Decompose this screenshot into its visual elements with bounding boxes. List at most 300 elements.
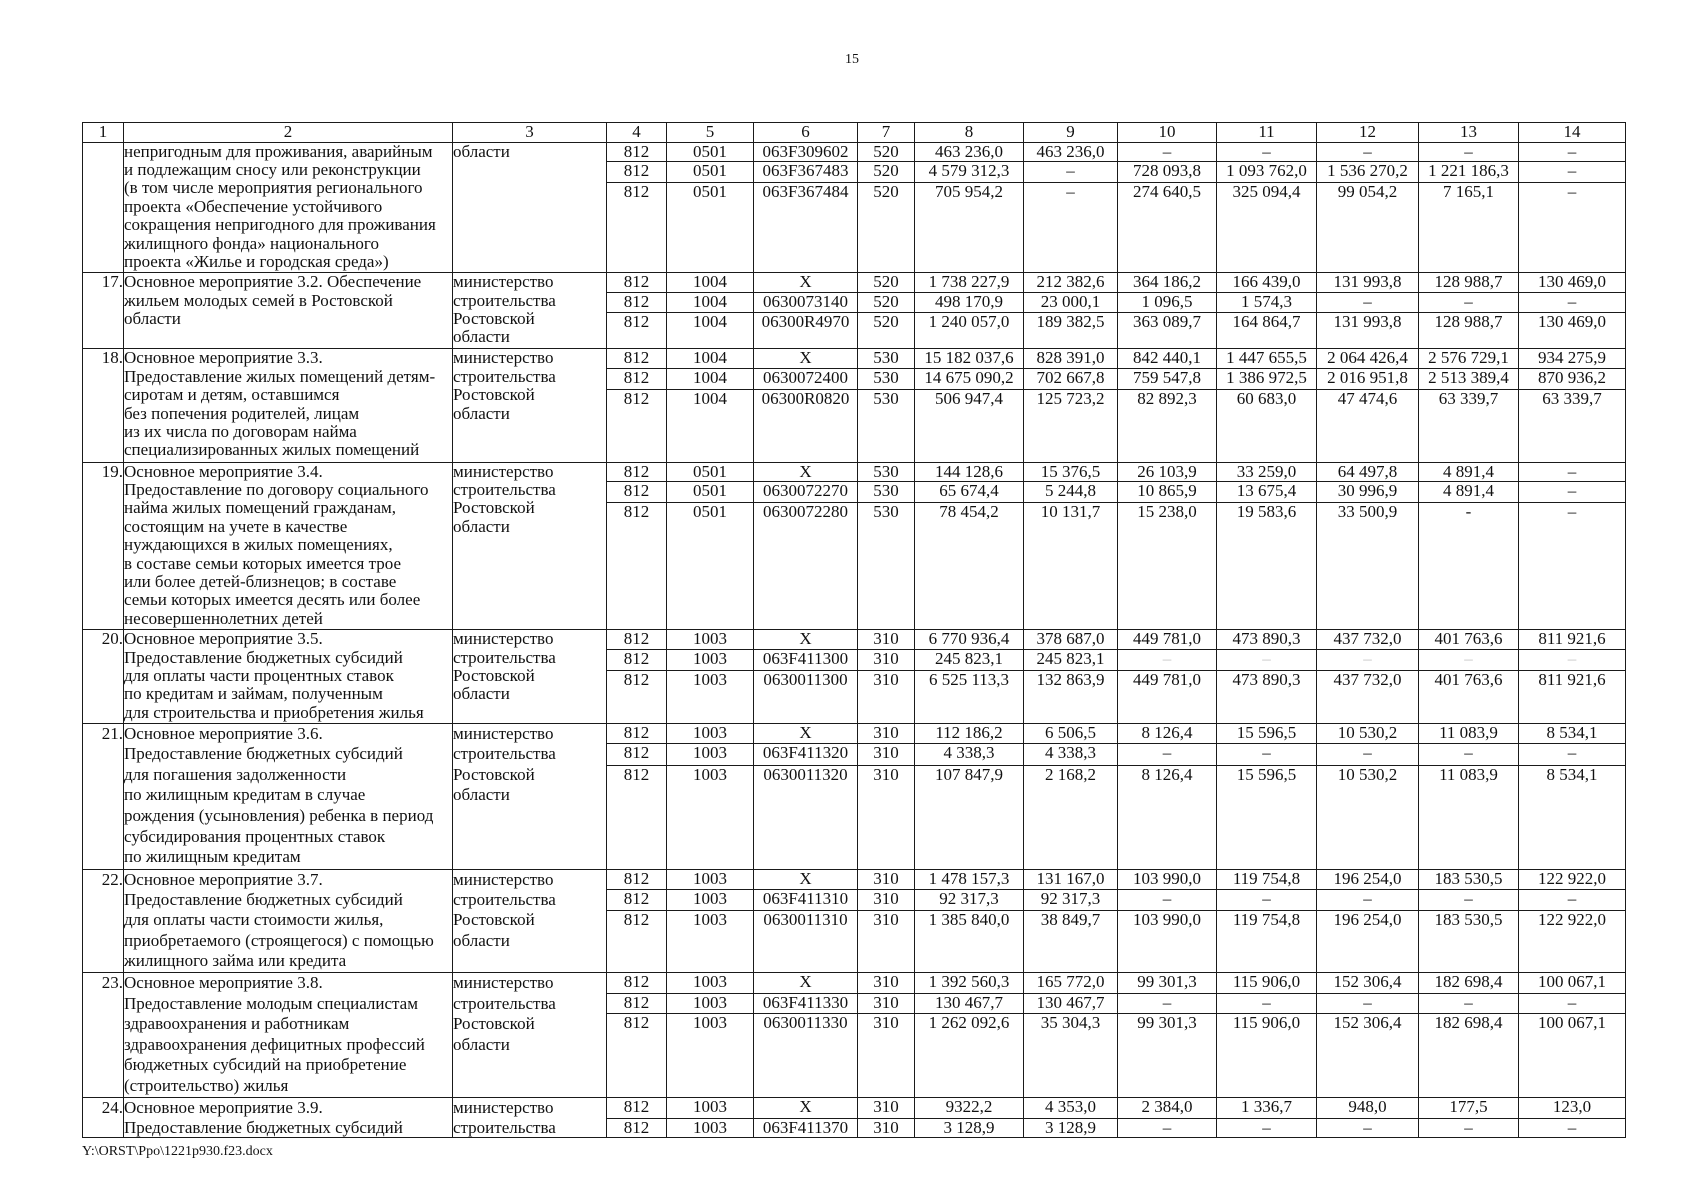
- value-cell-col5: 0501: [667, 502, 754, 629]
- value-cell-col11: 15 596,5: [1217, 766, 1317, 869]
- item-number: 20.: [101, 629, 123, 649]
- executor-line: министерство: [453, 723, 554, 743]
- value-cell-col12: 2 016 951,8: [1317, 368, 1419, 389]
- event-name-line: непригодным для проживания, аварийным: [124, 142, 433, 161]
- value-cell-col4: 812: [607, 910, 667, 972]
- value-cell-col14: 130 469,0: [1519, 273, 1626, 293]
- value-cell-col11: 1 386 972,5: [1217, 368, 1317, 389]
- value-cell-col7: 530: [858, 462, 915, 482]
- value-cell-col10: 274 640,5: [1118, 182, 1217, 272]
- value-cell-col13: –: [1419, 890, 1519, 911]
- executor-line: министерство: [453, 349, 554, 368]
- value-cell-col14: 870 936,2: [1519, 368, 1626, 389]
- item-number: 23.: [101, 972, 123, 992]
- value-cell-col6: 063F367484: [754, 182, 858, 272]
- value-cell-col5: 1003: [667, 972, 754, 993]
- value-cell-col7: 520: [858, 162, 915, 183]
- value-cell-col7: 530: [858, 349, 915, 369]
- value-cell-col5: 1003: [667, 910, 754, 972]
- executor-cell: [453, 142, 607, 273]
- table-body: [83, 142, 1626, 1138]
- event-name-line: в составе семьи которых имеется трое: [124, 554, 401, 573]
- column-number-header: 5: [667, 123, 754, 143]
- column-number-header: 8: [915, 123, 1024, 143]
- item-number-cell: [83, 273, 124, 349]
- event-name-line: специализированных жилых помещений: [124, 441, 420, 460]
- executor-line: строительства: [453, 291, 556, 310]
- value-cell-col8: 463 236,0: [915, 142, 1024, 162]
- table-row: [83, 462, 1626, 482]
- value-cell-col9: 378 687,0: [1024, 630, 1118, 650]
- event-name-cell: [124, 349, 453, 462]
- value-cell-col8: 1 240 057,0: [915, 313, 1024, 349]
- value-cell-col14: 130 469,0: [1519, 313, 1626, 349]
- event-name-line: Предоставление жилых помещений детям-: [124, 367, 436, 386]
- value-cell-col7: 520: [858, 273, 915, 293]
- item-number: 21.: [101, 723, 123, 743]
- value-cell-col4: 812: [607, 744, 667, 766]
- value-cell-col4: 812: [607, 273, 667, 293]
- value-cell-col10: –: [1118, 142, 1217, 162]
- value-cell-col13: 183 530,5: [1419, 869, 1519, 890]
- value-cell-col4: 812: [607, 1014, 667, 1098]
- value-cell-col13: 177,5: [1419, 1098, 1519, 1119]
- column-number-header: 9: [1024, 123, 1118, 143]
- event-name-line: для оплаты части процентных ставок: [124, 666, 394, 685]
- value-cell-col4: 812: [607, 1098, 667, 1119]
- value-cell-col6: Х: [754, 869, 858, 890]
- value-cell-col9: 245 823,1: [1024, 649, 1118, 671]
- table-row: [83, 723, 1626, 744]
- value-cell-col4: 812: [607, 993, 667, 1014]
- event-name-line: нуждающихся в жилых помещениях,: [124, 536, 393, 555]
- event-name-line: без попечения родителей, лицам: [124, 404, 360, 423]
- value-cell-col5: 1003: [667, 1014, 754, 1098]
- value-cell-col11: 164 864,7: [1217, 313, 1317, 349]
- event-name-line: Основное мероприятие 3.7.: [124, 869, 323, 889]
- value-cell-col9: –: [1024, 162, 1118, 183]
- event-name-line: субсидирования процентных ставок: [124, 826, 386, 846]
- value-cell-col6: 063F411330: [754, 993, 858, 1014]
- executor-line: министерство: [453, 273, 554, 292]
- value-cell-col6: Х: [754, 630, 858, 650]
- value-cell-col12: –: [1317, 1118, 1419, 1138]
- executor-line: Ростовской: [453, 499, 535, 518]
- value-cell-col14: 8 534,1: [1519, 766, 1626, 869]
- value-cell-col7: 310: [858, 972, 915, 993]
- value-cell-col11: 1 336,7: [1217, 1098, 1317, 1119]
- value-cell-col13: 401 763,6: [1419, 671, 1519, 723]
- value-cell-col5: 1003: [667, 1098, 754, 1119]
- value-cell-col10: 82 892,3: [1118, 389, 1217, 462]
- table-row: [83, 142, 1626, 162]
- executor-line: области: [453, 517, 510, 536]
- column-number-header: 6: [754, 123, 858, 143]
- value-cell-col13: –: [1419, 993, 1519, 1014]
- item-number: 19.: [101, 462, 123, 481]
- value-cell-col11: 1 447 655,5: [1217, 349, 1317, 369]
- event-name-line: из их числа по договорам найма: [124, 422, 357, 441]
- value-cell-col8: 1 385 840,0: [915, 910, 1024, 972]
- executor-line: строительства: [453, 648, 556, 667]
- value-cell-col4: 812: [607, 389, 667, 462]
- value-cell-col5: 1003: [667, 723, 754, 744]
- event-name-line: проекта «Обеспечение устойчивого: [124, 197, 383, 216]
- value-cell-col10: 728 093,8: [1118, 162, 1217, 183]
- executor-line: министерство: [453, 630, 554, 649]
- value-cell-col10: 363 089,7: [1118, 313, 1217, 349]
- value-cell-col9: 131 167,0: [1024, 869, 1118, 890]
- value-cell-col13: –: [1419, 142, 1519, 162]
- value-cell-col7: 310: [858, 1098, 915, 1119]
- value-cell-col8: 1 738 227,9: [915, 273, 1024, 293]
- executor-line: области: [453, 142, 510, 161]
- value-cell-col8: 9322,2: [915, 1098, 1024, 1119]
- table-row: [83, 869, 1626, 890]
- value-cell-col9: –: [1024, 182, 1118, 272]
- event-name-line: и подлежащим сносу или реконструкции: [124, 161, 421, 179]
- table-row: [83, 349, 1626, 369]
- event-name-line: Предоставление по договору социального: [124, 480, 429, 499]
- executor-line: области: [453, 785, 510, 805]
- event-name-cell: [124, 630, 453, 724]
- value-cell-col5: 1004: [667, 292, 754, 313]
- value-cell-col5: 1004: [667, 368, 754, 389]
- value-cell-col9: 702 667,8: [1024, 368, 1118, 389]
- value-cell-col10: 99 301,3: [1118, 972, 1217, 993]
- value-cell-col10: –: [1118, 890, 1217, 911]
- value-cell-col12: 196 254,0: [1317, 869, 1419, 890]
- event-name-cell: [124, 273, 453, 349]
- value-cell-col8: 92 317,3: [915, 890, 1024, 911]
- item-number-cell: [83, 723, 124, 869]
- value-cell-col11: 1 574,3: [1217, 292, 1317, 313]
- column-number-header: 11: [1217, 123, 1317, 143]
- executor-line: Ростовской: [453, 1014, 535, 1034]
- event-name-cell: [124, 972, 453, 1097]
- value-cell-col14: –: [1519, 182, 1626, 272]
- value-cell-col5: 0501: [667, 482, 754, 503]
- value-cell-col7: 310: [858, 671, 915, 723]
- value-cell-col9: 38 849,7: [1024, 910, 1118, 972]
- value-cell-col8: 1 392 560,3: [915, 972, 1024, 993]
- item-number-cell: [83, 349, 124, 462]
- value-cell-col11: 119 754,8: [1217, 910, 1317, 972]
- event-name-line: жилищного займа или кредита: [124, 951, 347, 971]
- value-cell-col4: 812: [607, 890, 667, 911]
- value-cell-col9: 5 244,8: [1024, 482, 1118, 503]
- value-cell-col10: 10 865,9: [1118, 482, 1217, 503]
- value-cell-col5: 1003: [667, 649, 754, 671]
- value-cell-col14: 934 275,9: [1519, 349, 1626, 369]
- value-cell-col12: 152 306,4: [1317, 1014, 1419, 1098]
- value-cell-col11: –: [1217, 1118, 1317, 1138]
- value-cell-col9: 130 467,7: [1024, 993, 1118, 1014]
- item-number-cell: [83, 630, 124, 724]
- value-cell-col7: 310: [858, 649, 915, 671]
- value-cell-col14: –: [1519, 1118, 1626, 1138]
- value-cell-col14: 100 067,1: [1519, 1014, 1626, 1098]
- value-cell-col7: 520: [858, 292, 915, 313]
- table-header: [83, 123, 1626, 143]
- value-cell-col12: –: [1317, 142, 1419, 162]
- value-cell-col14: 123,0: [1519, 1098, 1626, 1119]
- value-cell-col4: 812: [607, 630, 667, 650]
- value-cell-col12: 152 306,4: [1317, 972, 1419, 993]
- value-cell-col8: 705 954,2: [915, 182, 1024, 272]
- executor-line: области: [453, 930, 510, 950]
- value-cell-col5: 0501: [667, 162, 754, 183]
- value-cell-col12: 2 064 426,4: [1317, 349, 1419, 369]
- value-cell-col8: 130 467,7: [915, 993, 1024, 1014]
- executor-line: строительства: [453, 367, 556, 386]
- event-name-line: по жилищным кредитам в случае: [124, 785, 366, 805]
- value-cell-col6: 063F411370: [754, 1118, 858, 1138]
- value-cell-col6: 063F411310: [754, 890, 858, 911]
- value-cell-col7: 520: [858, 313, 915, 349]
- value-cell-col12: 131 993,8: [1317, 313, 1419, 349]
- value-cell-col14: –: [1519, 890, 1626, 911]
- value-cell-col12: 99 054,2: [1317, 182, 1419, 272]
- value-cell-col14: –: [1519, 162, 1626, 183]
- item-number-cell: [83, 142, 124, 273]
- executor-line: министерство: [453, 1098, 554, 1118]
- column-number-header: 3: [453, 123, 607, 143]
- event-name-line: Основное мероприятие 3.5.: [124, 630, 323, 649]
- event-name-line: Предоставление бюджетных субсидий: [124, 1117, 403, 1137]
- column-number-header: 7: [858, 123, 915, 143]
- value-cell-col10: 8 126,4: [1118, 766, 1217, 869]
- executor-line: строительства: [453, 1117, 556, 1137]
- value-cell-col14: 811 921,6: [1519, 630, 1626, 650]
- executor-line: области: [453, 328, 510, 347]
- value-cell-col14: –: [1519, 462, 1626, 482]
- value-cell-col10: 26 103,9: [1118, 462, 1217, 482]
- budget-table: [82, 122, 1626, 1138]
- value-cell-col9: 3 128,9: [1024, 1118, 1118, 1138]
- value-cell-col13: 128 988,7: [1419, 313, 1519, 349]
- event-name-cell: [124, 869, 453, 972]
- value-cell-col11: 166 439,0: [1217, 273, 1317, 293]
- event-name-cell: [124, 142, 453, 273]
- event-name-line: для оплаты части стоимости жилья,: [124, 910, 384, 930]
- event-name-line: Основное мероприятие 3.8.: [124, 972, 323, 992]
- value-cell-col10: 449 781,0: [1118, 671, 1217, 723]
- value-cell-col9: 10 131,7: [1024, 502, 1118, 629]
- value-cell-col13: 2 576 729,1: [1419, 349, 1519, 369]
- event-name-line: Предоставление бюджетных субсидий: [124, 648, 403, 667]
- value-cell-col6: 06300R4970: [754, 313, 858, 349]
- value-cell-col8: 1 478 157,3: [915, 869, 1024, 890]
- executor-cell: [453, 1098, 607, 1138]
- event-name-cell: [124, 723, 453, 869]
- value-cell-col8: 4 579 312,3: [915, 162, 1024, 183]
- event-name-line: Основное мероприятие 3.6.: [124, 723, 323, 743]
- event-name-line: здравоохранения и работникам: [124, 1014, 350, 1034]
- value-cell-col8: 65 674,4: [915, 482, 1024, 503]
- value-cell-col5: 1004: [667, 389, 754, 462]
- value-cell-col4: 812: [607, 162, 667, 183]
- value-cell-col14: 122 922,0: [1519, 869, 1626, 890]
- value-cell-col13: 63 339,7: [1419, 389, 1519, 462]
- table-row: [83, 273, 1626, 293]
- event-name-line: (строительство) жилья: [124, 1075, 289, 1095]
- value-cell-col5: 1003: [667, 869, 754, 890]
- value-cell-col9: 828 391,0: [1024, 349, 1118, 369]
- value-cell-col9: 4 353,0: [1024, 1098, 1118, 1119]
- value-cell-col9: 463 236,0: [1024, 142, 1118, 162]
- executor-line: области: [453, 685, 510, 704]
- value-cell-col8: 1 262 092,6: [915, 1014, 1024, 1098]
- item-number-cell: [83, 1098, 124, 1138]
- executor-line: Ростовской: [453, 764, 535, 784]
- executor-cell: [453, 462, 607, 630]
- executor-line: Ростовской: [453, 910, 535, 930]
- value-cell-col10: 449 781,0: [1118, 630, 1217, 650]
- item-number-cell: [83, 462, 124, 630]
- value-cell-col7: 520: [858, 182, 915, 272]
- value-cell-col12: 47 474,6: [1317, 389, 1419, 462]
- value-cell-col14: 63 339,7: [1519, 389, 1626, 462]
- executor-line: министерство: [453, 869, 554, 889]
- value-cell-col14: 122 922,0: [1519, 910, 1626, 972]
- value-cell-col4: 812: [607, 766, 667, 869]
- executor-line: области: [453, 1034, 510, 1054]
- executor-line: министерство: [453, 972, 554, 992]
- value-cell-col6: Х: [754, 273, 858, 293]
- value-cell-col7: 310: [858, 910, 915, 972]
- event-name-line: Основное мероприятие 3.2. Обеспечение: [124, 273, 422, 292]
- value-cell-col6: 0630011310: [754, 910, 858, 972]
- value-cell-col10: –: [1118, 1118, 1217, 1138]
- value-cell-col9: 2 168,2: [1024, 766, 1118, 869]
- column-number-header: 10: [1118, 123, 1217, 143]
- value-cell-col8: 245 823,1: [915, 649, 1024, 671]
- value-cell-col6: Х: [754, 723, 858, 744]
- value-cell-col7: 310: [858, 1118, 915, 1138]
- value-cell-col8: 15 182 037,6: [915, 349, 1024, 369]
- value-cell-col6: Х: [754, 349, 858, 369]
- value-cell-col7: 530: [858, 389, 915, 462]
- value-cell-col5: 0501: [667, 142, 754, 162]
- event-name-line: бюджетных субсидий на приобретение: [124, 1055, 407, 1075]
- value-cell-col14: 811 921,6: [1519, 671, 1626, 723]
- value-cell-col8: 14 675 090,2: [915, 368, 1024, 389]
- value-cell-col12: –: [1317, 890, 1419, 911]
- value-cell-col8: 3 128,9: [915, 1118, 1024, 1138]
- column-number-header: 14: [1519, 123, 1626, 143]
- value-cell-col13: 1 221 186,3: [1419, 162, 1519, 183]
- value-cell-col5: 1003: [667, 671, 754, 723]
- value-cell-col10: –: [1118, 993, 1217, 1014]
- value-cell-col4: 812: [607, 462, 667, 482]
- value-cell-col9: 165 772,0: [1024, 972, 1118, 993]
- value-cell-col6: 0630072400: [754, 368, 858, 389]
- value-cell-col11: –: [1217, 890, 1317, 911]
- value-cell-col9: 23 000,1: [1024, 292, 1118, 313]
- value-cell-col12: –: [1317, 649, 1419, 671]
- value-cell-col10: 364 186,2: [1118, 273, 1217, 293]
- value-cell-col12: 131 993,8: [1317, 273, 1419, 293]
- value-cell-col7: 530: [858, 368, 915, 389]
- item-number-cell: [83, 869, 124, 972]
- value-cell-col10: 15 238,0: [1118, 502, 1217, 629]
- value-cell-col7: 310: [858, 723, 915, 744]
- value-cell-col12: 437 732,0: [1317, 630, 1419, 650]
- value-cell-col7: 310: [858, 630, 915, 650]
- value-cell-col8: 144 128,6: [915, 462, 1024, 482]
- value-cell-col12: 33 500,9: [1317, 502, 1419, 629]
- table-row: [83, 972, 1626, 993]
- value-cell-col13: 7 165,1: [1419, 182, 1519, 272]
- value-cell-col12: 196 254,0: [1317, 910, 1419, 972]
- value-cell-col13: –: [1419, 744, 1519, 766]
- value-cell-col5: 0501: [667, 182, 754, 272]
- executor-line: области: [453, 404, 510, 423]
- value-cell-col9: 132 863,9: [1024, 671, 1118, 723]
- value-cell-col4: 812: [607, 972, 667, 993]
- value-cell-col11: 325 094,4: [1217, 182, 1317, 272]
- item-number: 24.: [101, 1098, 123, 1118]
- event-name-line: для строительства и приобретения жилья: [124, 703, 424, 722]
- event-name-line: по кредитам и займам, полученным: [124, 685, 383, 704]
- value-cell-col6: 063F411300: [754, 649, 858, 671]
- event-name-line: Основное мероприятие 3.9.: [124, 1098, 323, 1118]
- value-cell-col13: 182 698,4: [1419, 972, 1519, 993]
- event-name-line: здравоохранения дефицитных профессий: [124, 1034, 425, 1054]
- event-name-line: найма жилых помещений гражданам,: [124, 499, 397, 518]
- value-cell-col11: 115 906,0: [1217, 1014, 1317, 1098]
- value-cell-col8: 107 847,9: [915, 766, 1024, 869]
- value-cell-col14: –: [1519, 649, 1626, 671]
- executor-line: строительства: [453, 480, 556, 499]
- value-cell-col9: 15 376,5: [1024, 462, 1118, 482]
- value-cell-col10: 103 990,0: [1118, 910, 1217, 972]
- value-cell-col5: 1003: [667, 890, 754, 911]
- value-cell-col12: 437 732,0: [1317, 671, 1419, 723]
- value-cell-col4: 812: [607, 869, 667, 890]
- value-cell-col6: Х: [754, 462, 858, 482]
- value-cell-col4: 812: [607, 1118, 667, 1138]
- value-cell-col9: 35 304,3: [1024, 1014, 1118, 1098]
- value-cell-col8: 112 186,2: [915, 723, 1024, 744]
- event-name-line: Предоставление бюджетных субсидий: [124, 744, 403, 764]
- value-cell-col4: 812: [607, 368, 667, 389]
- event-name-line: состоящим на учете в качестве: [124, 517, 348, 536]
- value-cell-col14: –: [1519, 744, 1626, 766]
- event-name-line: (в том числе мероприятия регионального: [124, 179, 423, 198]
- value-cell-col11: –: [1217, 142, 1317, 162]
- value-cell-col5: 1003: [667, 630, 754, 650]
- value-cell-col7: 520: [858, 142, 915, 162]
- value-cell-col10: 2 384,0: [1118, 1098, 1217, 1119]
- value-cell-col9: 125 723,2: [1024, 389, 1118, 462]
- value-cell-col4: 812: [607, 349, 667, 369]
- value-cell-col13: 4 891,4: [1419, 462, 1519, 482]
- value-cell-col7: 310: [858, 890, 915, 911]
- value-cell-col11: –: [1217, 649, 1317, 671]
- value-cell-col7: 530: [858, 482, 915, 503]
- value-cell-col12: 64 497,8: [1317, 462, 1419, 482]
- value-cell-col9: 4 338,3: [1024, 744, 1118, 766]
- value-cell-col8: 6 525 113,3: [915, 671, 1024, 723]
- value-cell-col13: –: [1419, 1118, 1519, 1138]
- value-cell-col7: 310: [858, 993, 915, 1014]
- value-cell-col5: 1003: [667, 744, 754, 766]
- value-cell-col10: –: [1118, 744, 1217, 766]
- value-cell-col11: 1 093 762,0: [1217, 162, 1317, 183]
- value-cell-col13: 11 083,9: [1419, 723, 1519, 744]
